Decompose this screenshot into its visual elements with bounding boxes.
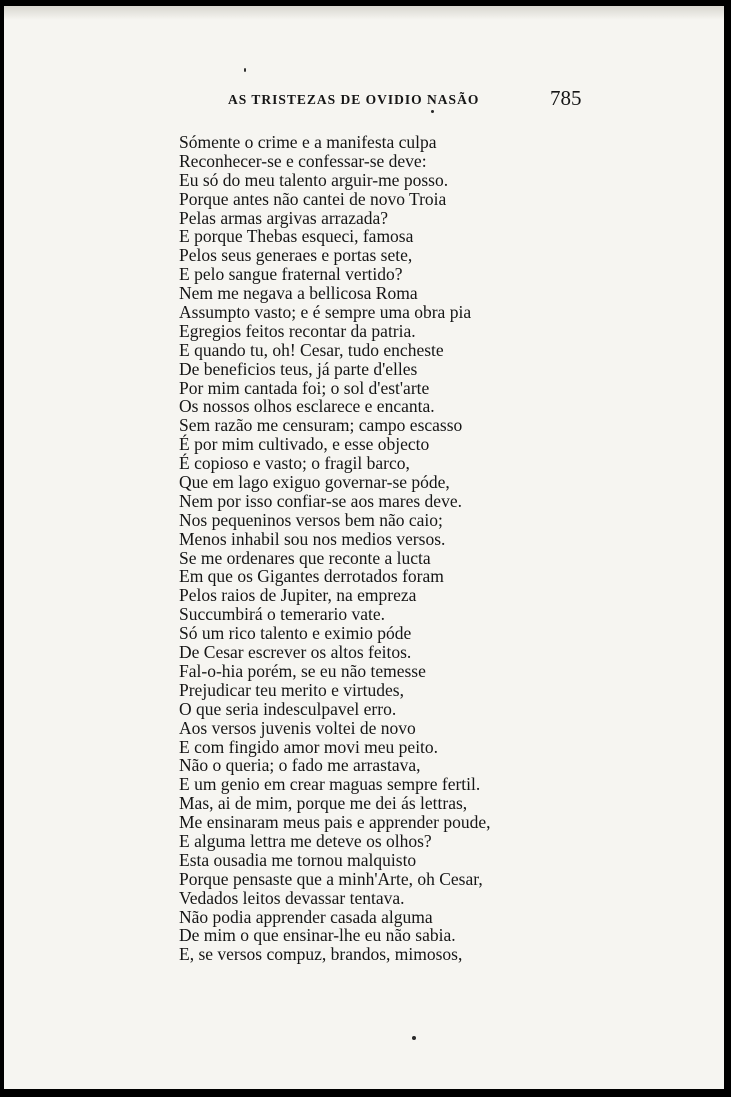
ink-speck xyxy=(244,68,246,72)
verse-line: Sómente o crime e a manifesta culpa xyxy=(179,132,437,152)
verse-line: O que seria indesculpavel erro. xyxy=(179,698,397,719)
verse-line: Nem por isso confiar-se aos mares deve. xyxy=(179,490,462,511)
verse-line: Se me ordenares que reconte a lucta xyxy=(179,547,431,568)
verse-line: Aos versos juvenis voltei de novo xyxy=(179,717,416,738)
verse-line: De mim o que ensinar-lhe eu não sabia. xyxy=(179,925,456,946)
verse-line: E porque Thebas esqueci, famosa xyxy=(179,226,414,247)
verse-line: E um genio em crear maguas sempre fertil. xyxy=(179,774,481,795)
verse-line: Egregios feitos recontar da patria. xyxy=(179,320,416,341)
verse-line: Vedados leitos devassar tentava. xyxy=(179,887,405,908)
verse-line: Reconhecer-se e confessar-se deve: xyxy=(179,150,427,171)
verse-line: Pelas armas argivas arrazada? xyxy=(179,207,389,228)
verse-line: Nos pequeninos versos bem não caio; xyxy=(179,509,443,530)
book-page xyxy=(4,6,724,1089)
verse-line: É copioso e vasto; o fragil barco, xyxy=(179,453,410,474)
verse-line: E alguma lettra me deteve os olhos? xyxy=(179,830,432,851)
verse-line: E quando tu, oh! Cesar, tudo encheste xyxy=(179,339,444,360)
running-title: AS TRISTEZAS DE OVIDIO NASÃO xyxy=(228,92,480,107)
verse-line: Menos inhabil sou nos medios versos. xyxy=(179,528,446,549)
poem-body xyxy=(179,133,491,964)
verse-line: Não o queria; o fado me arrastava, xyxy=(179,755,421,776)
verse-line: Prejudicar teu merito e virtudes, xyxy=(179,679,404,700)
verse-line: Succumbirá o temerario vate. xyxy=(179,604,386,625)
verse-line: Eu só do meu talento arguir-me posso. xyxy=(179,169,449,190)
verse-line: Por mim cantada foi; o sol d'est'arte xyxy=(179,377,430,398)
verse-line: Porque antes não cantei de novo Troia xyxy=(179,188,447,209)
verse-line: Esta ousadia me tornou malquisto xyxy=(179,849,417,870)
verse-line: De beneficios teus, já parte d'elles xyxy=(179,358,418,379)
verse-line: Assumpto vasto; e é sempre uma obra pia xyxy=(179,302,472,323)
verse-line: Os nossos olhos esclarece e encanta. xyxy=(179,396,435,417)
verse-line: É por mim cultivado, e esse objecto xyxy=(179,434,430,455)
verse-line: Me ensinaram meus pais e apprender poude, xyxy=(179,812,491,833)
verse-line: Fal-o-hia porém, se eu não temesse xyxy=(179,660,426,681)
verse-line: Porque pensaste que a minh'Arte, oh Cesar, xyxy=(179,868,483,889)
verse-line: E, se versos compuz, brandos, mimosos, xyxy=(179,944,463,965)
verse-line: Em que os Gigantes derrotados foram xyxy=(179,566,444,587)
verse-line: Que em lago exiguo governar-se póde, xyxy=(179,472,450,493)
verse-line: Nem me negava a bellicosa Roma xyxy=(179,283,418,304)
verse-line: Só um rico talento e eximio póde xyxy=(179,623,412,644)
verse-line: Pelos raios de Jupiter, na empreza xyxy=(179,585,417,606)
page-edge-shadow xyxy=(4,6,724,20)
verse-line: Pelos seus generaes e portas sete, xyxy=(179,245,413,266)
page-header xyxy=(4,86,724,112)
verse-line: Mas, ai de mim, porque me dei ás lettras, xyxy=(179,793,468,814)
verse-line: E pelo sangue fraternal vertido? xyxy=(179,264,403,285)
page-number: 785 xyxy=(550,86,582,110)
ink-speck xyxy=(412,1036,416,1040)
verse-line: De Cesar escrever os altos feitos. xyxy=(179,642,412,663)
ink-speck xyxy=(431,110,434,113)
verse-line: Não podia apprender casada alguma xyxy=(179,906,433,927)
verse-line: Sem razão me censuram; campo escasso xyxy=(179,415,463,436)
verse-line: E com fingido amor movi meu peito. xyxy=(179,736,439,757)
